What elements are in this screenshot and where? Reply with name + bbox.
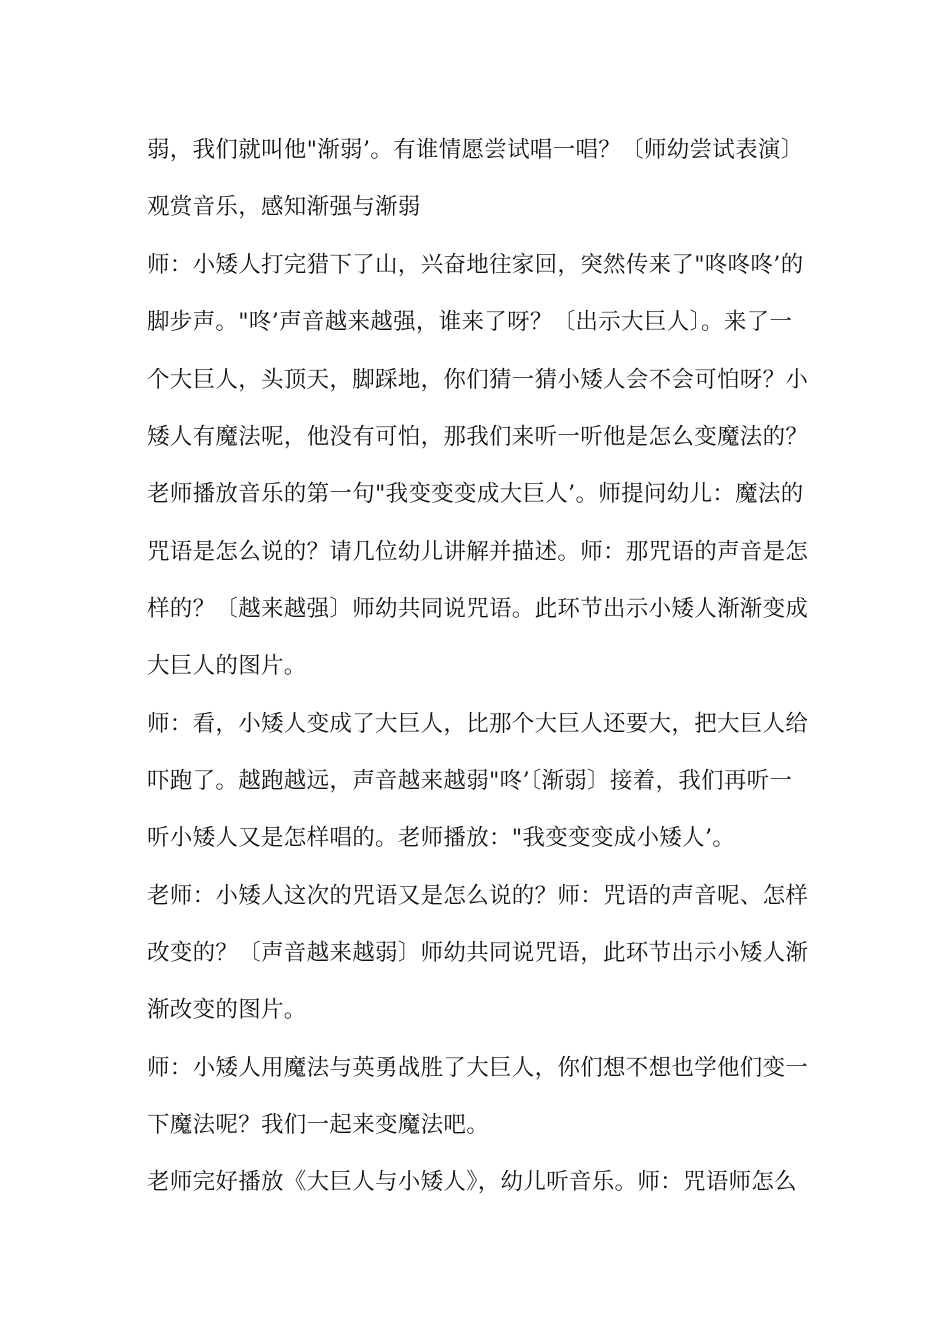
text-line: 渐改变的图片。 — [147, 997, 307, 1023]
text-line: 听小矮人又是怎样唱的。老师播放："我变变变成小矮人’。 — [147, 825, 736, 851]
text-line: 老师完好播放《大巨人与小矮人》，幼儿听音乐。师：咒语师怎么 — [147, 1169, 797, 1195]
text-line: 吓跑了。越跑越远，声音越来越弱"咚’〔渐弱〕接着，我们再听一 — [147, 768, 793, 794]
text-line: 改变的？〔声音越来越弱〕师幼共同说咒语，此环节出示小矮人渐 — [147, 940, 809, 966]
text-line: 老师播放音乐的第一句"我变变变成大巨人’。师提问幼儿：魔法的 — [147, 481, 804, 507]
text-line: 观赏音乐，感知渐强与渐弱 — [147, 194, 421, 220]
text-line: 师：小矮人打完猎下了山，兴奋地往家回，突然传来了"咚咚咚’的 — [147, 252, 804, 278]
text-line: 老师：小矮人这次的咒语又是怎么说的？师：咒语的声音呢、怎样 — [147, 883, 809, 909]
text-line: 师：小矮人用魔法与英勇战胜了大巨人，你们想不想也学他们变一 — [147, 1055, 809, 1081]
text-line: 个大巨人，头顶天，脚踩地，你们猜一猜小矮人会不会可怕呀？小 — [147, 367, 809, 393]
text-line: 矮人有魔法呢，他没有可怕，那我们来听一听他是怎么变魔法的？ — [147, 424, 809, 450]
text-line: 脚步声。"咚’声音越来越强，谁来了呀？〔出示大巨人〕。来了一 — [147, 309, 793, 335]
text-line: 咒语是怎么说的？请几位幼儿讲解并描述。师：那咒语的声音是怎 — [147, 539, 809, 565]
text-line: 弱，我们就叫他"渐弱’。有谁情愿尝试唱一唱？〔师幼尝试表演〕 — [147, 137, 804, 163]
text-line: 样的？〔越来越强〕师幼共同说咒语。此环节出示小矮人渐渐变成 — [147, 596, 809, 622]
text-line: 大巨人的图片。 — [147, 653, 307, 679]
text-line: 下魔法呢？我们一起来变魔法吧。 — [147, 1112, 490, 1138]
text-line: 师：看，小矮人变成了大巨人，比那个大巨人还要大，把大巨人给 — [147, 711, 809, 737]
